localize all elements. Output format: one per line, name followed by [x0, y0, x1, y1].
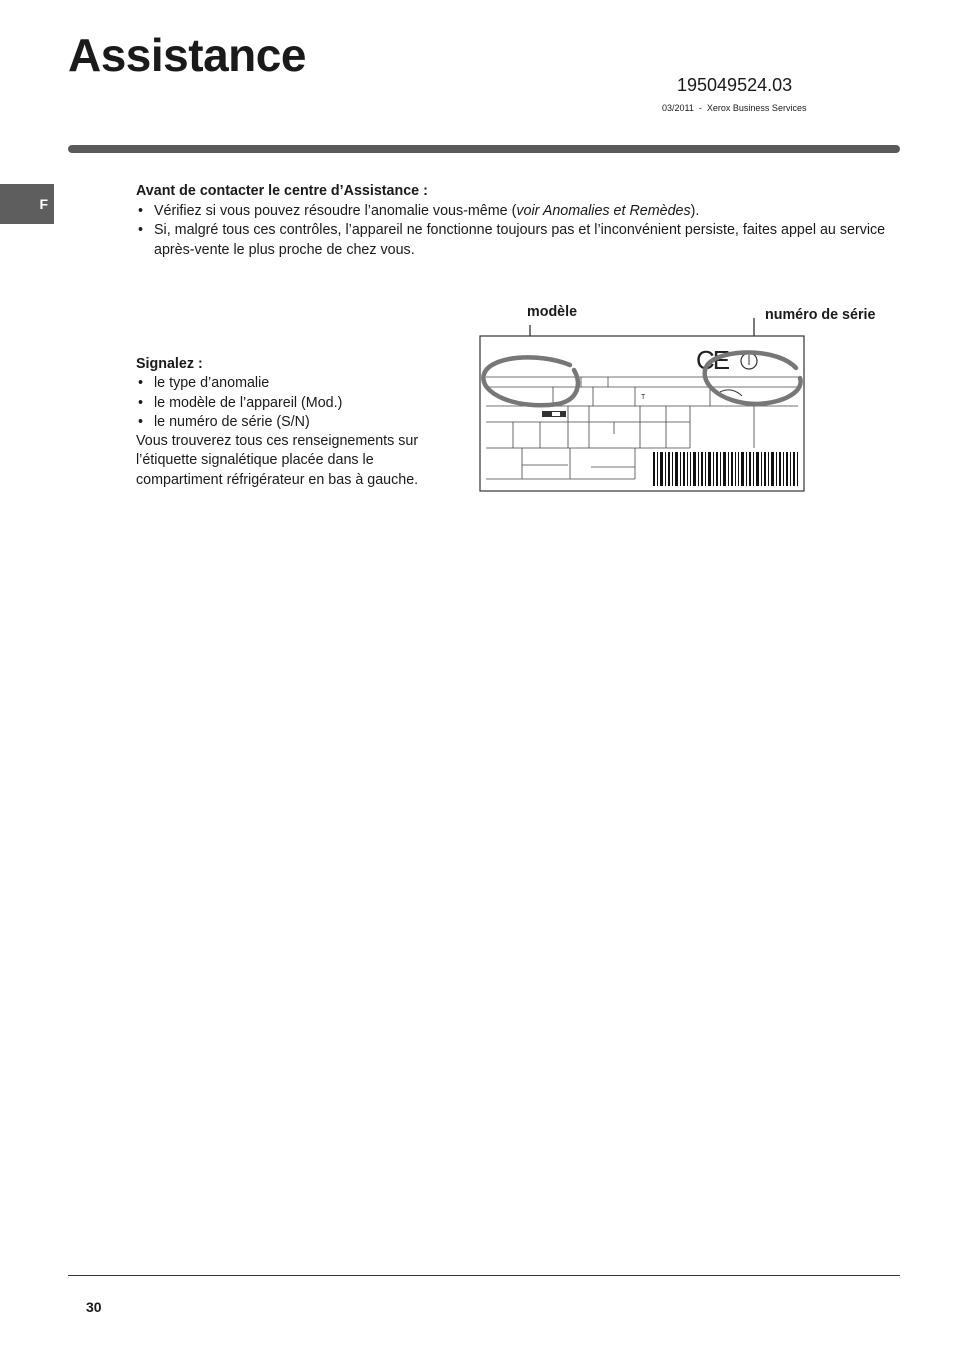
footer-rule: [68, 1275, 900, 1276]
header-rule: [68, 145, 900, 153]
bullet1-reference: voir Anomalies et Remèdes: [516, 202, 691, 219]
list-item: [136, 202, 896, 222]
list-item: • le type d’anomalie: [136, 374, 456, 393]
before-contact-heading: Avant de contacter le centre d’Assistance :: [136, 183, 428, 199]
rating-plate-diagram: [478, 334, 808, 496]
bullet1-prefix: Vérifiez si vous pouvez résoudre l’anomalie vous-même (: [154, 202, 517, 219]
serial-number-label: numéro de série: [765, 307, 876, 323]
document-number: 195049524.03: [677, 75, 793, 95]
page-title: Assistance: [68, 29, 306, 81]
report-note: Vous trouverez tous ces renseignements sur l’étiquette signalétique placée dans le compartiment réfrigérateur en bas à gauche.: [136, 433, 419, 488]
document-meta-separator: -: [698, 103, 702, 113]
list-item: • le modèle de l’appareil (Mod.): [136, 394, 456, 413]
ce-mark: CE: [696, 345, 729, 375]
list-item: • Si, malgré tous ces contrôles, l’appareil ne fonctionne toujours pas et l’inconvénient persiste, faites appel au service après-vente le plus proche de chez vous.: [136, 221, 896, 260]
before-contact-section: [136, 182, 896, 260]
bullet1-suffix: ).: [690, 202, 700, 219]
document-meta: [662, 103, 806, 113]
report-section: [136, 355, 456, 490]
document-date: 03/2011: [662, 103, 694, 113]
language-tab: F: [0, 184, 54, 224]
list-item: • le numéro de série (S/N): [136, 413, 456, 432]
report-list: [136, 374, 456, 432]
model-label: modèle: [527, 304, 578, 320]
page-number: 30: [86, 1299, 102, 1315]
before-contact-list: [136, 202, 896, 261]
report-heading: Signalez :: [136, 356, 203, 372]
svg-text:T: T: [641, 394, 646, 401]
document-publisher: Xerox Business Services: [706, 103, 807, 113]
